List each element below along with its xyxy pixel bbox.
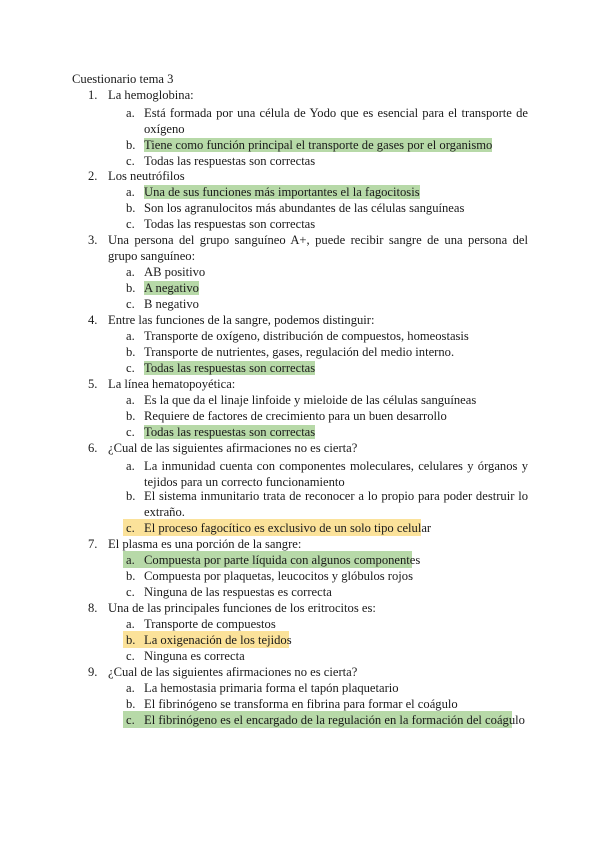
- answer-letter: c.: [126, 361, 135, 375]
- answer-text-highlighted: Compuesta por parte líquida con algunos componentes: [144, 553, 421, 567]
- question-text: Una persona del grupo sanguíneo A+, puede recibir sangre de una persona del grupo sanguíneo:: [108, 233, 528, 263]
- answer-text: Transporte de oxígeno, distribución de compuestos, homeostasis: [144, 329, 469, 343]
- question-number: 6.: [88, 441, 98, 455]
- question-number: 3.: [88, 233, 98, 247]
- question-number: 8.: [88, 601, 98, 615]
- answer-letter: a.: [126, 329, 135, 343]
- question-text: ¿Cual de las siguientes afirmaciones no es cierta?: [108, 665, 358, 679]
- answer-letter: c.: [126, 585, 135, 599]
- answer-text-highlighted: El proceso fagocítico es exclusivo de un solo tipo celular: [144, 521, 432, 535]
- document-title: Cuestionario tema 3: [72, 72, 174, 86]
- answer-letter: b.: [126, 569, 136, 583]
- answer-letter: b.: [126, 697, 136, 711]
- answer-letter: b.: [126, 201, 136, 215]
- answer-text: Requiere de factores de crecimiento para un buen desarrollo: [144, 409, 447, 423]
- answer-text-highlighted: Una de sus funciones más importantes el la fagocitosis: [144, 185, 420, 199]
- answer-letter: c.: [126, 713, 135, 727]
- question-text: La línea hematopoyética:: [108, 377, 236, 391]
- answer-text: Son los agranulocitos más abundantes de las células sanguíneas: [144, 201, 465, 215]
- answer-letter: a.: [126, 185, 135, 199]
- answer-text: Es la que da el linaje linfoide y mieloide de las células sanguíneas: [144, 393, 477, 407]
- answer-text: B negativo: [144, 297, 199, 311]
- question-number: 4.: [88, 313, 98, 327]
- answer-letter: c.: [126, 297, 135, 311]
- answer-letter: c.: [126, 521, 135, 535]
- answer-text: Todas las respuestas son correctas: [144, 217, 316, 231]
- answer-letter: b.: [126, 489, 136, 503]
- answer-text: Transporte de compuestos: [144, 617, 276, 631]
- answer-text: Ninguna de las respuestas es correcta: [144, 585, 332, 599]
- answer-letter: a.: [126, 617, 135, 631]
- question-text: ¿Cual de las siguientes afirmaciones no es cierta?: [108, 441, 358, 455]
- answer-text: El fibrinógeno se transforma en fibrina para formar el coágulo: [144, 697, 458, 711]
- answer-letter: b.: [126, 409, 136, 423]
- answer-letter: a.: [126, 393, 135, 407]
- question-number: 9.: [88, 665, 98, 679]
- answer-text: Está formada por una célula de Yodo que es esencial para el transporte de oxígeno: [144, 106, 528, 136]
- answer-letter: a.: [126, 106, 135, 120]
- answer-text-highlighted: El fibrinógeno es el encargado de la regulación en la formación del coágulo: [144, 713, 525, 727]
- answer-text-highlighted: La oxigenación de los tejidos: [144, 633, 292, 647]
- answer-text: La hemostasia primaria forma el tapón plaquetario: [144, 681, 399, 695]
- question-number: 7.: [88, 537, 98, 551]
- answer-text: AB positivo: [144, 265, 206, 279]
- answer-letter: c.: [126, 154, 135, 168]
- answer-letter: a.: [126, 553, 135, 567]
- question-number: 2.: [88, 169, 98, 183]
- answer-text-highlighted: Todas las respuestas son correctas: [144, 425, 316, 439]
- answer-letter: a.: [126, 681, 135, 695]
- answer-text: Transporte de nutrientes, gases, regulación del medio interno.: [144, 345, 455, 359]
- question-number: 1.: [88, 88, 98, 102]
- question-text: Una de las principales funciones de los eritrocitos es:: [108, 601, 376, 615]
- answer-text: El sistema inmunitario trata de reconocer a lo propio para poder destruir lo extraño.: [144, 489, 528, 519]
- question-text: La hemoglobina:: [108, 88, 194, 102]
- answer-letter: c.: [126, 649, 135, 663]
- question-text: El plasma es una porción de la sangre:: [108, 537, 302, 551]
- answer-text-highlighted: Todas las respuestas son correctas: [144, 361, 316, 375]
- answer-text: Ninguna es correcta: [144, 649, 245, 663]
- question-text: Entre las funciones de la sangre, podemos distinguir:: [108, 313, 375, 327]
- answer-letter: c.: [126, 425, 135, 439]
- question-text: Los neutrófilos: [108, 169, 185, 183]
- question-number: 5.: [88, 377, 98, 391]
- answer-text: Todas las respuestas son correctas: [144, 154, 316, 168]
- answer-text: La inmunidad cuenta con componentes moleculares, celulares y órganos y tejidos para un correcto funcionamiento: [144, 459, 528, 489]
- answer-letter: a.: [126, 459, 135, 473]
- answer-letter: b.: [126, 345, 136, 359]
- answer-letter: b.: [126, 138, 136, 152]
- answer-letter: c.: [126, 217, 135, 231]
- answer-letter: a.: [126, 265, 135, 279]
- answer-text: Compuesta por plaquetas, leucocitos y glóbulos rojos: [144, 569, 413, 583]
- answer-text-highlighted: Tiene como función principal el transporte de gases por el organismo: [144, 138, 493, 152]
- answer-text-highlighted: A negativo: [144, 281, 199, 295]
- answer-letter: b.: [126, 281, 136, 295]
- answer-letter: b.: [126, 633, 136, 647]
